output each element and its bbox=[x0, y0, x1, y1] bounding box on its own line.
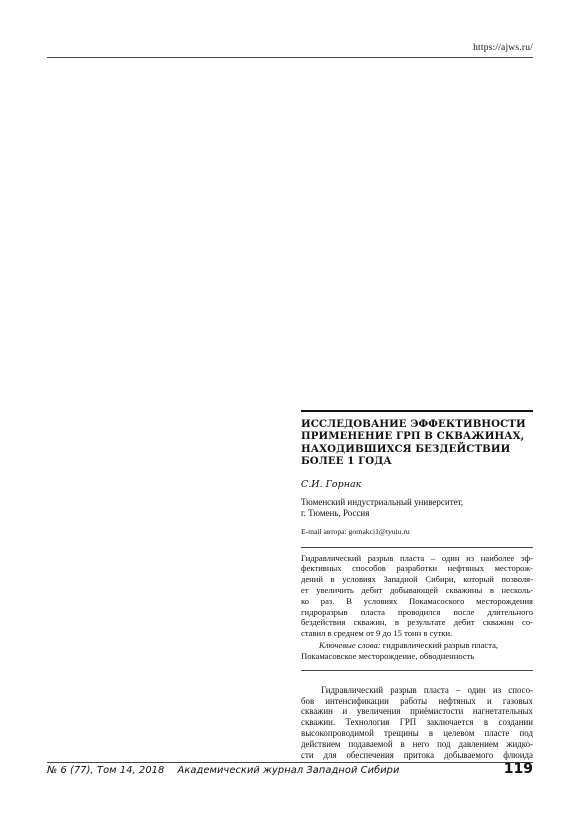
affiliation-line: г. Тюмень, Россия bbox=[301, 507, 370, 518]
body-line: скважин и увеличения приёмистости нагнетательных bbox=[301, 706, 533, 717]
affiliation-line: Тюменский индустриальный университет, bbox=[301, 496, 464, 507]
abstract bbox=[301, 553, 533, 639]
title-line: ПРИМЕНЕНИЕ ГРП В СКВАЖИНАХ, bbox=[301, 430, 525, 443]
keywords-second-line: Покамасовское месторождение, обводненность bbox=[301, 650, 475, 661]
article-block bbox=[301, 410, 533, 761]
title-line: НАХОДИВШИХСЯ БЕЗДЕЙСТВИИ bbox=[301, 442, 511, 455]
abstract-line: ет увеличить дебит добывающей скважины в несколь- bbox=[301, 585, 533, 596]
keywords-value: гидравлический разрыв пласта, bbox=[382, 640, 499, 650]
header-url[interactable]: https://ajws.ru/ bbox=[473, 43, 533, 53]
body-line: скважин. Технология ГРП заключается в создании bbox=[301, 717, 533, 728]
body-line: бов интенсификации работы нефтяных и газовых bbox=[301, 695, 533, 706]
abstract-line: фективных способов разработки нефтяных месторож- bbox=[301, 563, 533, 574]
body-paragraph bbox=[301, 685, 533, 761]
abstract-line: ставил в среднем от 9 до 15 тонн в сутки. bbox=[301, 628, 453, 639]
abstract-line: ко раз. В условиях Покамасоского месторождения bbox=[301, 595, 533, 606]
author-name: С.И. Горнак bbox=[301, 478, 362, 490]
footer-volume: Том 14, bbox=[97, 765, 136, 776]
title-line: БОЛЕЕ 1 ГОДА bbox=[301, 455, 392, 468]
abstract-line: Гидравлический разрыв пласта – один из наиболее эф- bbox=[301, 552, 533, 563]
abstract-line: гидроразрыв пласта проводился после длительного bbox=[301, 606, 533, 617]
keywords-label: Ключевые слова: bbox=[319, 640, 381, 650]
header-divider bbox=[47, 57, 533, 58]
keywords-first-line bbox=[301, 640, 533, 651]
footer-journal: Академический журнал Западной Сибири bbox=[177, 765, 400, 776]
body-line: высокопроводимой трещины в целевом пласте под bbox=[301, 728, 533, 739]
keywords-bottom-rule bbox=[301, 670, 533, 671]
keywords bbox=[301, 640, 533, 662]
page-number: 119 bbox=[503, 761, 533, 777]
abstract-top-rule bbox=[301, 547, 533, 548]
author-email: E-mail автора: gornakci1@tyuiu.ru bbox=[301, 526, 410, 536]
title-top-rule bbox=[301, 410, 533, 412]
body-line: действием подаваемой в него под давлением жидко- bbox=[301, 739, 533, 750]
author-affiliation bbox=[301, 497, 533, 519]
abstract-line: бездействия скважин, в результате дебит скважин со- bbox=[301, 617, 533, 628]
body-line: Гидравлический разрыв пласта – один из спосо- bbox=[321, 684, 533, 695]
article-title bbox=[301, 418, 533, 468]
footer-issue: № 6 (77), bbox=[47, 765, 94, 776]
footer-year: 2018 bbox=[138, 765, 165, 776]
footer-citation bbox=[47, 765, 399, 776]
footer-divider bbox=[47, 762, 533, 763]
body-line: сти для обеспечения притока добываемого флюида bbox=[301, 750, 533, 761]
title-line: ИССЛЕДОВАНИЕ ЭФФЕКТИВНОСТИ bbox=[301, 418, 526, 430]
abstract-line: дений в условиях Западной Сибири, который позволя- bbox=[301, 574, 533, 585]
